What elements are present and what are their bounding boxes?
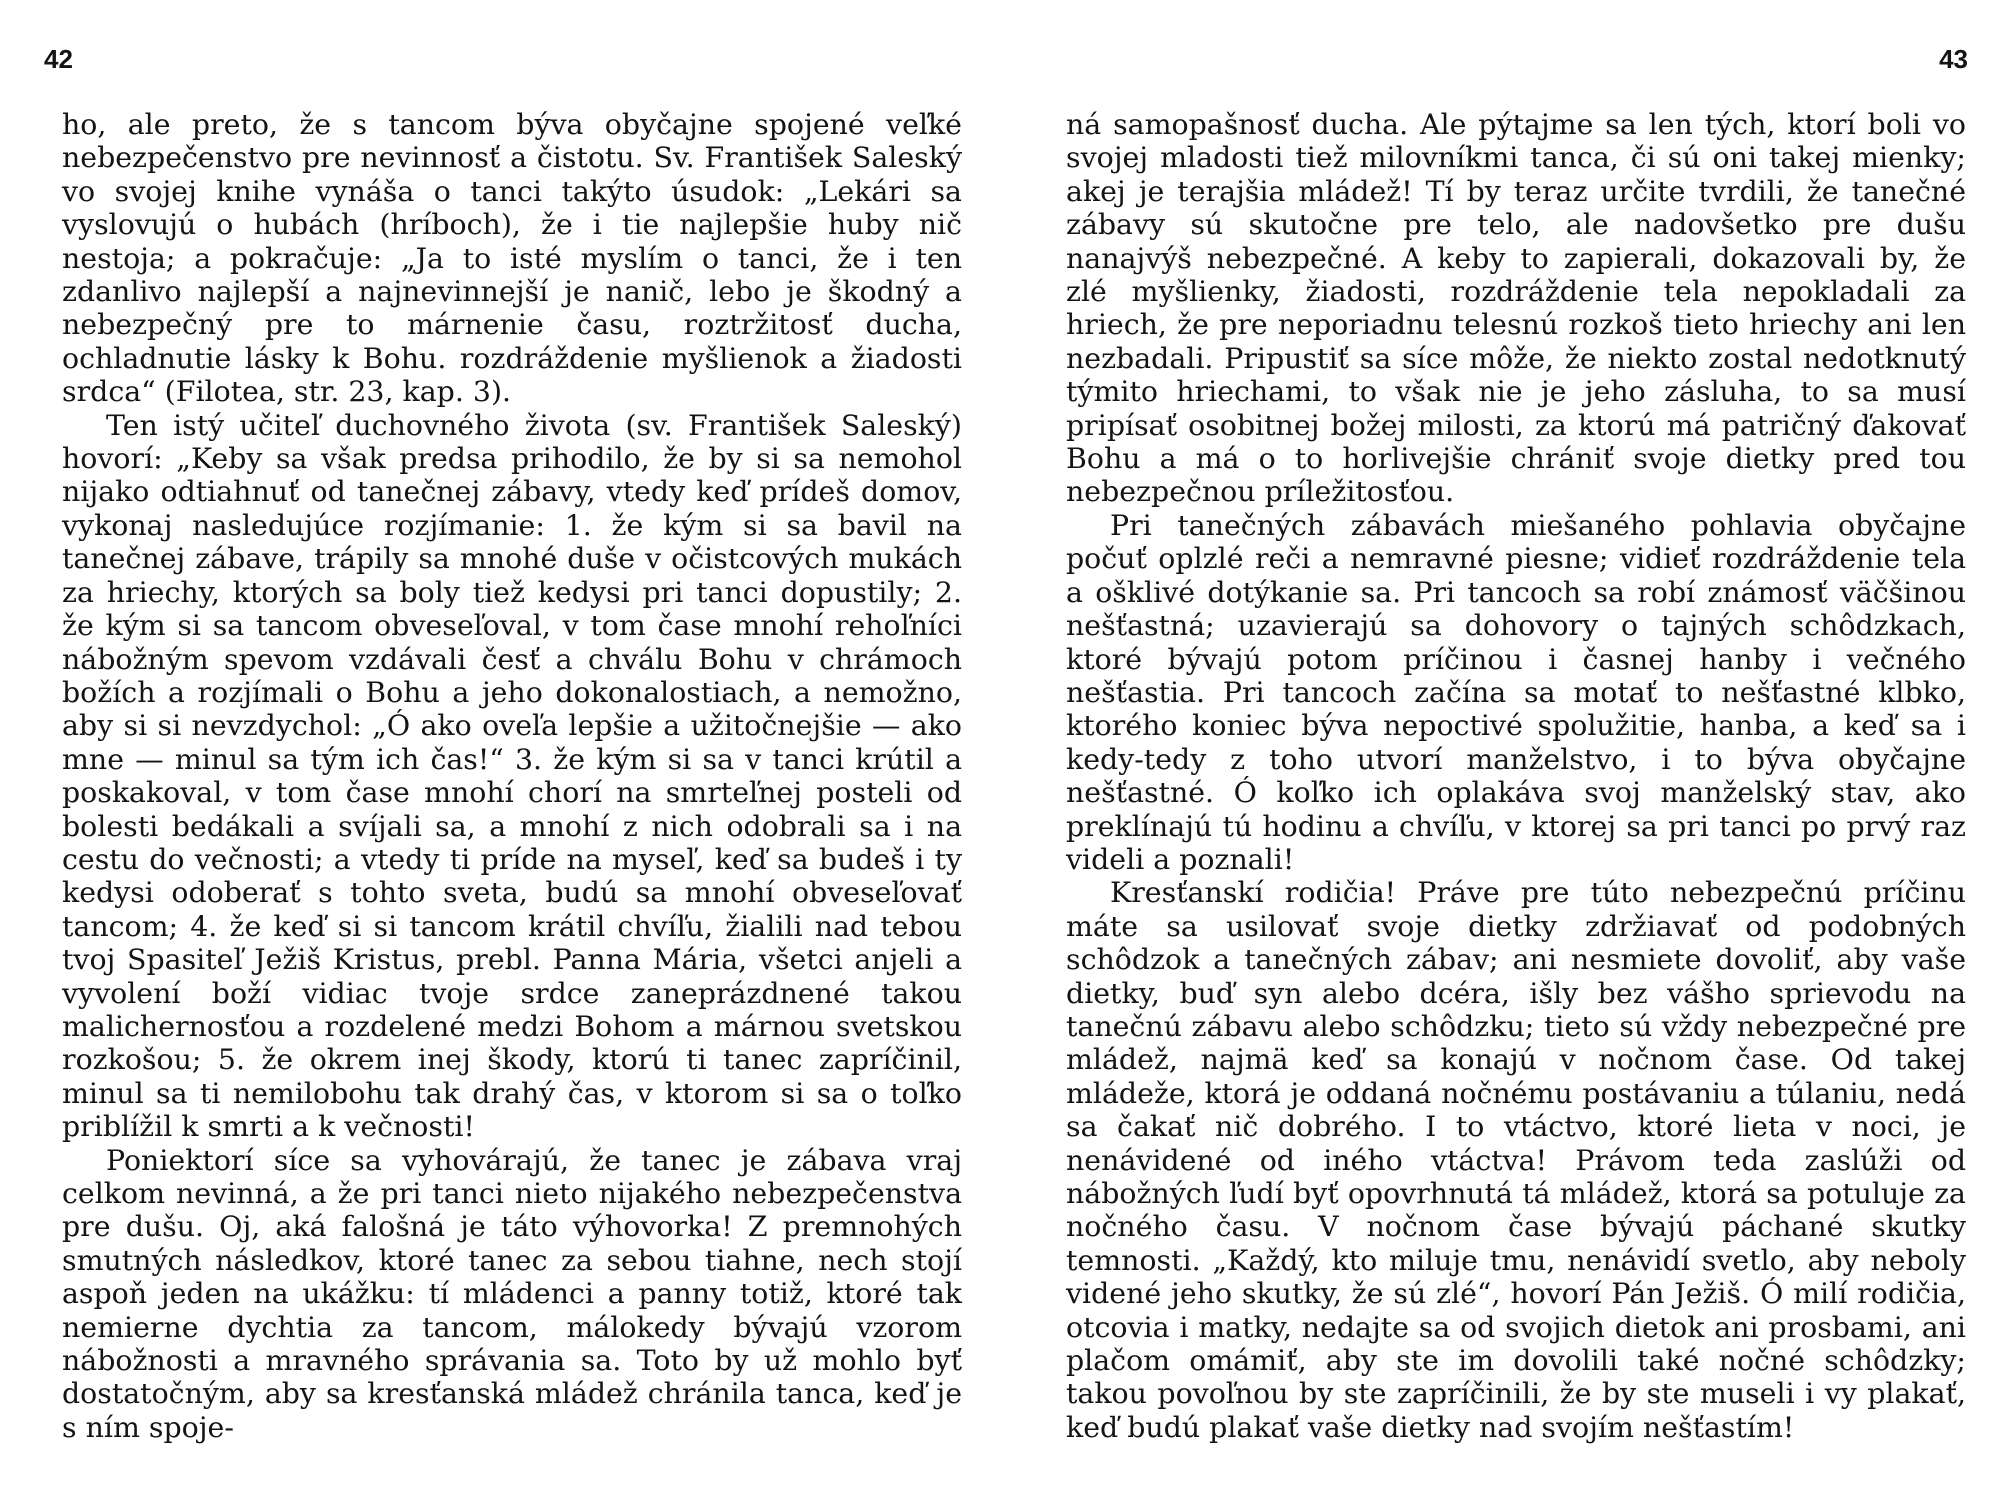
- right-page: [1006, 0, 2012, 1500]
- left-paragraph-2: Ten istý učiteľ duchovného života (sv. František Saleský) hovorí: „Keby sa však predsa prihodilo, že by si sa nemohol nijako odtiahnuť od tanečnej zábavy, vtedy keď prídeš domov, vykonaj nasledujúce rozjímanie: 1. že kým si sa bavil na tanečnej zábave, trápily sa mnohé duše v očistcových mukách za hriechy, ktorých sa boly tiež kedysi pri tanci dopustily; 2. že kým si sa tancom obveseľoval, v tom čase mnohí rehoľníci nábožným spevom vzdávali česť a chválu Bohu v chrámoch božích a rozjímali o Bohu a jeho dokonalostiach, a nemožno, aby si si nevzdychol: „Ó ako oveľa lepšie a užitočnejšie — ako mne — minul sa tým ich čas!“ 3. že kým si sa v tanci krútil a poskakoval, v tom čase mnohí chorí na smrteľnej posteli od bolesti bedákali a svíjali sa, a mnohí z nich odobrali sa i na cestu do večnosti; a vtedy ti príde na myseľ, keď sa budeš i ty kedysi odoberať s tohto sveta, budú sa mnohí obveseľovať tancom; 4. že keď si si tancom krátil chvíľu, žialili nad tebou tvoj Spasiteľ Ježiš Kristus, prebl. Panna Mária, všetci anjeli a vyvolení boží vidiac tvoje srdce zaneprázdnené takou malichernosťou a rozdelené medzi Bohom a márnou svetskou rozkošou; 5. že okrem inej škody, ktorú ti tanec zapríčinil, minul sa ti nemilobohu tak drahý čas, v ktorom si sa o toľko priblížil k smrti a k večnosti!: [62, 408, 962, 1144]
- right-paragraph-1: ná samopašnosť ducha. Ale pýtajme sa len tých, ktorí boli vo svojej mladosti tiež milovníkmi tanca, či sú oni takej mienky; akej je terajšia mládež! Tí by teraz určite tvrdili, že tanečné zábavy sú skutočne pre telo, ale nadovšetko pre dušu nanajvýš nebezpečné. A keby to zapierali, dokazovali by, že zlé myšlienky, žiadosti, rozdráždenie tela nepokladali za hriech, že pre neporiadnu telesnú rozkoš tieto hriechy ani len nezbadali. Pripustiť sa síce môže, že niekto zostal nedotknutý týmito hriechami, to však nie je jeho zásluha, to sa musí pripísať osobitnej božej milosti, za ktorú má patričný ďakovať Bohu a má o to horlivejšie chrániť svoje dietky pred tou nebezpečnou príležitosťou.: [1066, 108, 1966, 509]
- right-paragraph-3: Kresťanskí rodičia! Práve pre túto nebezpečnú príčinu máte sa usilovať svoje dietky zdržiavať od podobných schôdzok a tanečných zábav; ani nesmiete dovoliť, aby vaše dietky, buď syn alebo dcéra, išly bez vášho sprievodu na tanečnú zábavu alebo schôdzku; tieto sú vždy nebezpečné pre mládež, najmä keď sa konajú v nočnom čase. Od takej mládeže, ktorá je oddaná nočnému postávaniu a túlaniu, nedá sa čakať nič dobrého. I to vtáctvo, ktoré lieta v noci, je nenávidené od iného vtáctva! Právom teda zaslúži od nábožných ľudí byť opovrhnutá tá mládež, ktorá sa potuluje za nočného času. V nočnom čase bývajú páchané skutky temnosti. „Každý, kto miluje tmu, nenávidí svetlo, aby neboly videné jeho skutky, že sú zlé“, hovorí Pán Ježiš. Ó milí rodičia, otcovia i matky, nedajte sa od svojich dietok ani prosbami, ani plačom omámiť, aby ste im dovolili také nočné schôdzky; takou povoľnou by ste zapríčinili, že by ste museli i vy plakať, keď budú plakať vaše dietky nad svojím nešťastím!: [1066, 876, 1966, 1444]
- left-paragraph-3: Poniektorí síce sa vyhovárajú, že tanec je zábava vraj celkom nevinná, a že pri tanci nieto nijakého nebezpečenstva pre dušu. Oj, aká falošná je táto výhovorka! Z premnohých smutných následkov, ktoré tanec za sebou tiahne, nech stojí aspoň jeden na ukážku: tí mládenci a panny totiž, ktoré tak nemierne dychtia za tancom, málokedy bývajú vzorom nábožnosti a mravného správania sa. Toto by už mohlo byť dostatočným, aby sa kresťanská mládež chránila tanca, keď je s ním spoje-: [62, 1143, 962, 1444]
- left-page-text: [62, 108, 962, 1444]
- left-page-number: 42: [44, 44, 73, 74]
- right-page-number: 43: [1939, 44, 1968, 74]
- left-paragraph-1: ho, ale preto, že s tancom býva obyčajne spojené veľké nebezpečenstvo pre nevinnosť a čistotu. Sv. František Saleský vo svojej knihe vynáša o tanci takýto úsudok: „Lekári sa vyslovujú o hubách (hríboch), že i tie najlepšie huby nič nestoja; a pokračuje: „Ja to isté myslím o tanci, že i ten zdanlivo najlepší a najnevinnejší je nanič, lebo je škodný a nebezpečný pre to márnenie času, roztržitosť ducha, ochladnutie lásky k Bohu. rozdráždenie myšlienok a žiadosti srdca“ (Filotea, str. 23, kap. 3).: [62, 108, 962, 409]
- right-page-text: [1066, 108, 1966, 1444]
- right-paragraph-2: Pri tanečných zábavách miešaného pohlavia obyčajne počuť oplzlé reči a nemravné piesne; vidieť rozdráždenie tela a ošklivé dotýkanie sa. Pri tancoch sa robí známosť väčšinou nešťastná; uzavierajú sa dohovory o tajných schôdzkach, ktoré bývajú potom príčinou i časnej hanby i večného nešťastia. Pri tancoch začína sa motať to nešťastné klbko, ktorého koniec býva nepoctivé spolužitie, hanba, a keď sa i kedy-tedy z toho utvorí manželstvo, i to býva obyčajne nešťastné. Ó koľko ich oplakáva svoj manželský stav, ako preklínajú tú hodinu a chvíľu, v ktorej sa pri tanci po prvý raz videli a poznali!: [1066, 508, 1966, 876]
